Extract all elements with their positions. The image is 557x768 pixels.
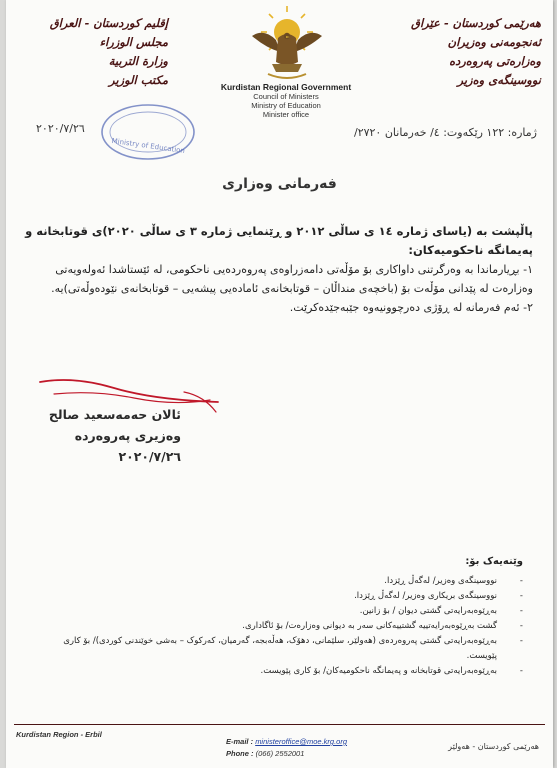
gov-sub-line: Minister office <box>262 110 310 119</box>
header-kurdish-line: ئەنجومەنی وەزیران <box>447 35 541 49</box>
bullet-dash: - <box>519 576 523 586</box>
bullet-dash: - <box>519 636 523 646</box>
phone-number: (066) 2552001 <box>255 749 305 758</box>
cc-item-text: بەڕێوەبەرایەتی گشتی دیوان / بۆ زانین. <box>359 606 497 616</box>
header-arabic-line: وزارة التربية <box>108 54 168 68</box>
cc-item-text: بەڕێوەبەرایەتی گشتی پەروەردەی (هەولێر، سلێمانی، دهۆک، هەڵەبجە، گەرمیان، کەرکوک – بەشی خوێندنی کوردی)/ بۆ کاری پێویست. <box>63 636 497 661</box>
cc-item <box>39 604 523 619</box>
header-arabic-line: إقليم كوردستان - العراق <box>49 16 168 30</box>
bullet-dash: - <box>519 621 523 631</box>
signatory-block <box>31 404 181 467</box>
cc-item <box>39 619 523 634</box>
footer-contact <box>226 736 347 760</box>
cc-item-text: نووسینگەی وەزیر/ لەگەڵ ڕێزدا. <box>384 576 497 586</box>
bullet-dash: - <box>519 666 523 676</box>
body-paragraph: پاڵپشت بە (یاسای ژمارە ١٤ ی ساڵی ٢٠١٢ و ڕێنمایی ژمارە ٣ ی ساڵی ٢٠٢٠)ی قوتابخانە و پەیمانگە ناحکومیەکان: <box>25 224 533 257</box>
header-kurdish-line: نووسینگەی وەزیر <box>457 73 541 87</box>
body-paragraph: ١- بڕیارماندا بە وەرگرتنی داواکاری بۆ مۆڵەتی دامەزراوەی پەروەردەیی ناحکومی، لە ئێستاشدا ئەولەویەتی وەزارەت لە پێدانی مۆڵەت بۆ (باخچەی منداڵان – قوتابخانەی ئامادەیی پیشەیی – قوتابخانەی نێودەوڵەتی)یە. <box>51 263 533 295</box>
footer-location-kurdish: هەرێمی کوردستان - هەولێر <box>448 742 539 751</box>
signatory-date: ٢٠٢٠/٧/٢٦ <box>118 449 181 464</box>
krg-emblem-icon <box>242 6 332 84</box>
header-arabic <box>28 14 168 90</box>
gov-sub-line: Council of Ministers <box>253 92 319 101</box>
document-page <box>6 0 553 768</box>
document-title: فەرمانی وەزاری <box>222 176 337 192</box>
cc-item <box>39 574 523 589</box>
footer-divider <box>14 724 545 725</box>
email-link[interactable]: ministeroffice@moe.krg.org <box>255 737 347 746</box>
body-paragraph: ٢- ئەم فەرمانە لە ڕۆژی دەرچوونیەوە جێبەجێدەکرێت. <box>289 301 533 314</box>
cc-item-text: نووسینگەی بریکاری وەزیر/ لەگەڵ ڕێزدا. <box>354 591 497 601</box>
document-date: ٢٠٢٠/٧/٢٦ <box>36 122 85 135</box>
header-arabic-line: مجلس الوزراء <box>99 35 168 49</box>
official-stamp <box>98 102 198 162</box>
signatory-name: ئالان حەمەسعید صالح <box>48 407 181 422</box>
header-arabic-line: مكتب الوزير <box>108 73 168 87</box>
bullet-dash: - <box>519 606 523 616</box>
cc-item-text: گشت بەڕێوەبەرایەتییە گشتییەکانی سەر بە دیوانی وەزارەت/ بۆ ئاگاداری. <box>242 621 497 631</box>
gov-sub-line: Ministry of Education <box>251 101 321 110</box>
cc-item <box>39 634 523 664</box>
bullet-dash: - <box>519 591 523 601</box>
header-kurdish <box>371 14 541 90</box>
footer-location: Kurdistan Region - Erbil <box>16 730 102 739</box>
header-kurdish-line: هەرێمی کوردستان - عێراق <box>411 16 541 30</box>
document-body <box>23 222 533 317</box>
cc-item <box>39 664 523 679</box>
stamp-text: Ministry of Education <box>111 136 186 156</box>
cc-list <box>39 574 523 679</box>
government-block <box>211 82 361 119</box>
cc-item <box>39 589 523 604</box>
cc-heading: وێنەیەک بۆ: <box>465 556 523 567</box>
signatory-position: وەزیری پەروەردە <box>74 428 181 443</box>
header-kurdish-line: وەزارەتی پەروەردە <box>449 54 541 68</box>
phone-label: Phone : <box>226 749 254 758</box>
reference-number: ژمارە: ١٢٢ رێکەوت: ٤/ خەرمانان ٢٧٢٠/ <box>353 126 537 139</box>
email-label: E-mail : <box>226 737 254 746</box>
gov-title: Kurdistan Regional Government <box>220 82 352 92</box>
cc-item-text: بەڕێوەبەرایەتی قوتابخانە و پەیمانگە ناحکومیەکان/ بۆ کاری پێویست. <box>260 666 497 676</box>
